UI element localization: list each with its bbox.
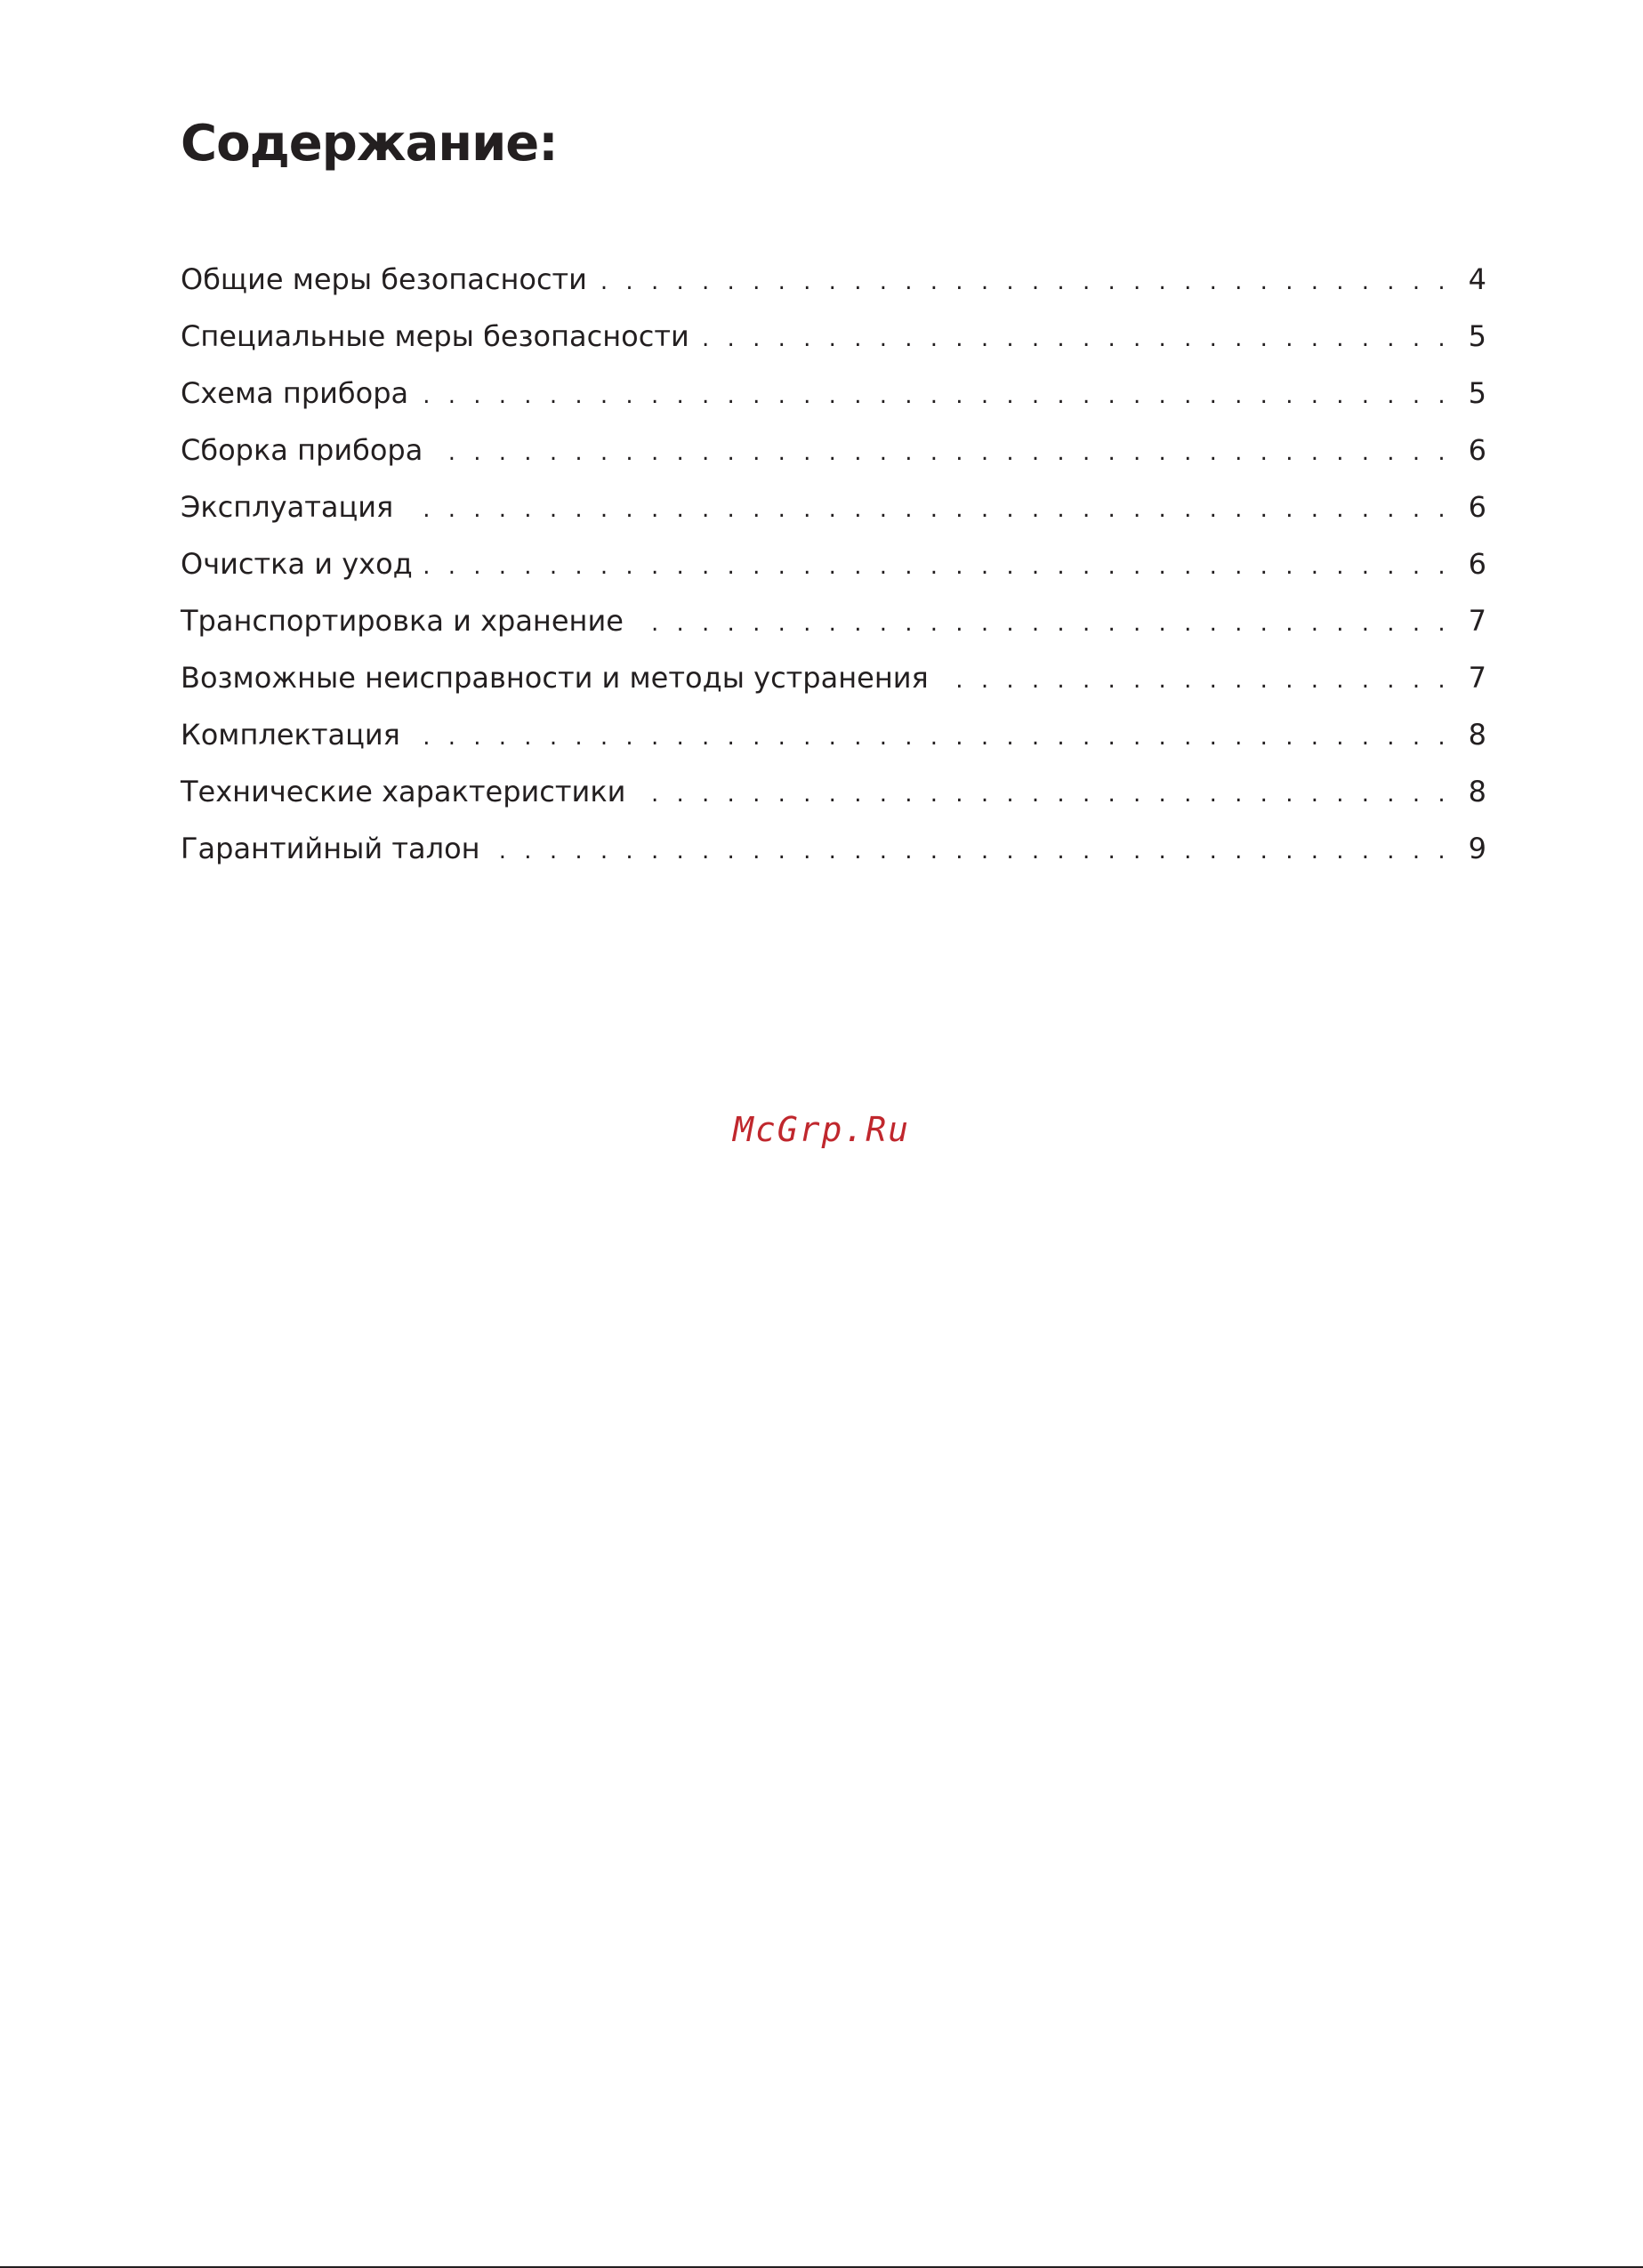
- table-of-contents: [181, 251, 1486, 877]
- toc-entry-label: Гарантийный талон: [181, 832, 480, 865]
- toc-entry[interactable]: [181, 763, 1486, 820]
- toc-entry-page: 6: [1468, 547, 1486, 581]
- toc-dot-leader: [939, 652, 1451, 709]
- toc-dot-leader: [634, 595, 1451, 652]
- toc-entry-label: Эксплуатация: [181, 490, 394, 524]
- toc-entry[interactable]: [181, 535, 1486, 592]
- toc-entry[interactable]: [181, 592, 1486, 649]
- toc-entry-label: Схема прибора: [181, 376, 409, 410]
- toc-dot-leader: [423, 538, 1451, 595]
- toc-entry[interactable]: [181, 422, 1486, 479]
- toc-dot-leader: [411, 709, 1451, 766]
- toc-entry[interactable]: [181, 649, 1486, 706]
- toc-entry-page: 7: [1468, 604, 1486, 638]
- toc-entry[interactable]: [181, 706, 1486, 763]
- toc-entry-page: 5: [1468, 319, 1486, 353]
- toc-entry[interactable]: [181, 251, 1486, 308]
- toc-entry[interactable]: [181, 308, 1486, 365]
- toc-entry-label: Общие меры безопасности: [181, 262, 587, 296]
- toc-dot-leader: [419, 367, 1450, 424]
- toc-entry[interactable]: [181, 365, 1486, 422]
- toc-entry[interactable]: [181, 820, 1486, 877]
- toc-entry-page: 9: [1468, 832, 1486, 865]
- toc-entry-page: 7: [1468, 661, 1486, 695]
- toc-entry-page: 6: [1468, 433, 1486, 467]
- toc-entry[interactable]: [181, 479, 1486, 535]
- toc-entry-label: Транспортировка и хранение: [181, 604, 624, 638]
- toc-entry-label: Возможные неисправности и методы устранения: [181, 661, 929, 695]
- toc-entry-page: 8: [1468, 775, 1486, 808]
- toc-dot-leader: [598, 253, 1451, 310]
- toc-entry-page: 6: [1468, 490, 1486, 524]
- toc-entry-label: Специальные меры безопасности: [181, 319, 689, 353]
- toc-dot-leader: [433, 424, 1450, 481]
- toc-entry-page: 8: [1468, 718, 1486, 752]
- toc-entry-label: Технические характеристики: [181, 775, 626, 808]
- page-title: Содержание:: [181, 115, 558, 173]
- toc-entry-page: 5: [1468, 376, 1486, 410]
- toc-entry-label: Комплектация: [181, 718, 400, 752]
- toc-entry-label: Сборка прибора: [181, 433, 423, 467]
- toc-dot-leader: [491, 823, 1451, 880]
- toc-entry-label: Очистка и уход: [181, 547, 413, 581]
- toc-entry-page: 4: [1468, 262, 1486, 296]
- toc-dot-leader: [636, 766, 1450, 823]
- watermark-text: McGrp.Ru: [732, 1110, 911, 1149]
- toc-dot-leader: [700, 310, 1451, 367]
- toc-dot-leader: [404, 481, 1450, 538]
